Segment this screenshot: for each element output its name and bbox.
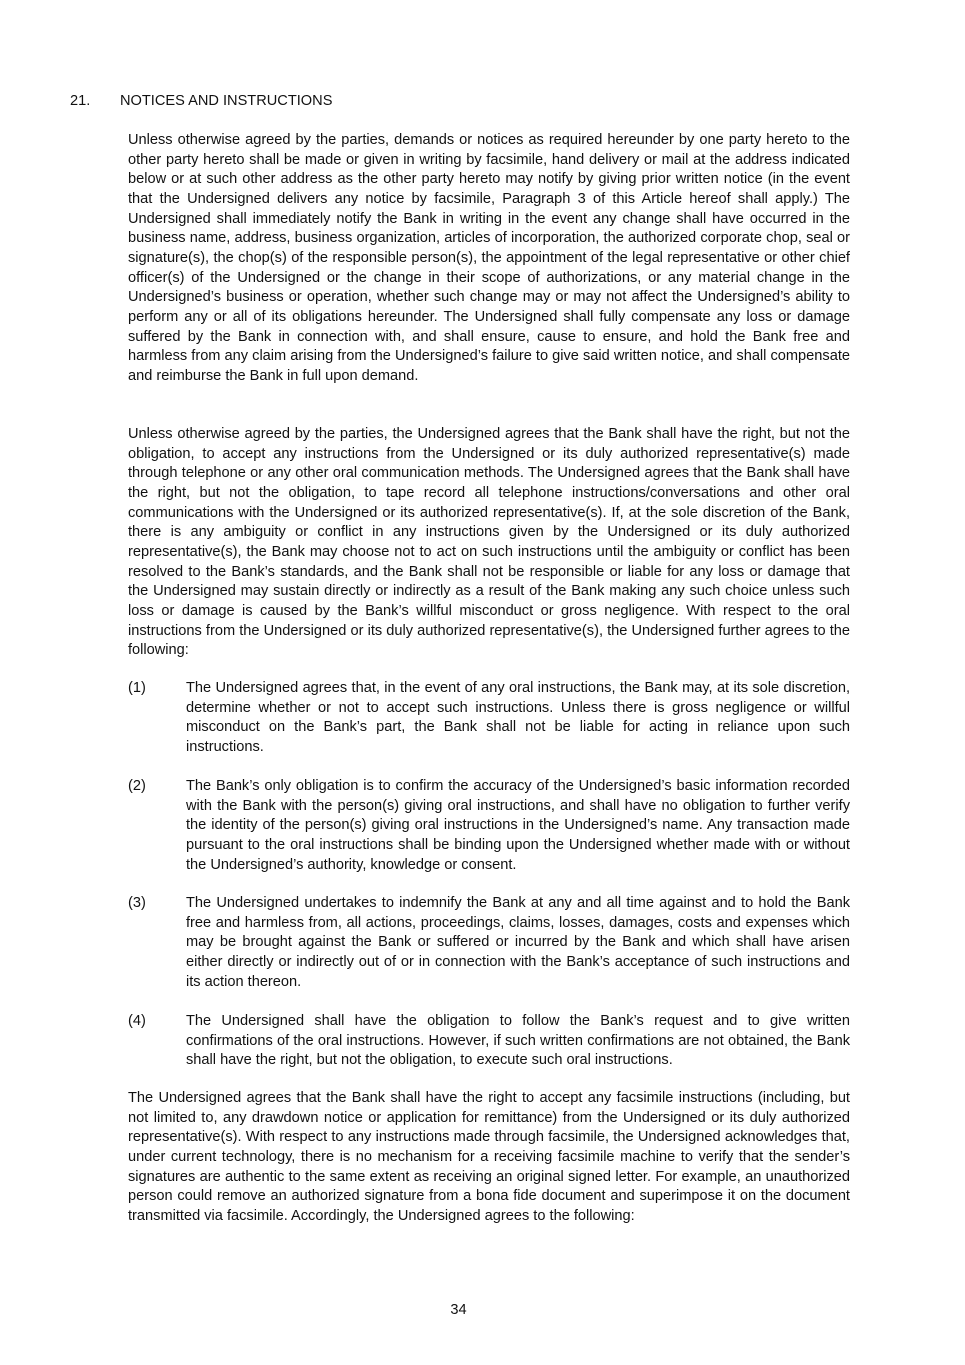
list-item-text: The Undersigned agrees that, in the event of any oral instructions, the Bank may, at its sole discretion, determine whether or not to accept such instructions. Unless there is gross negligence or willful misconduct on the Bank’s part, the Bank shall not be liable for acting in reliance upon such instructions. <box>186 680 850 755</box>
paragraph-oral-instructions: Unless otherwise agreed by the parties, the Undersigned agrees that the Bank shall have the right, but not the obligation, to accept any instructions from the Undersigned or its duly authorized representative(s) made through telephone or any other oral communication methods. The Undersigned agrees that the Bank shall have the right, but not the obligation, to tape record all telephone instructions/conversations and other oral communications with the Undersigned or its authorized representative(s). If, at the sole discretion of the Bank, there is any ambiguity or conflict in any instructions given by the Undersigned or its duly authorized representative(s), the Bank may choose not to act on such instructions until the ambiguity or conflict has been resolved to the Bank’s standards, and the Bank shall not be responsible or liable for any loss or damage that the Undersigned may sustain directly or indirectly as a result of the Bank making any such choice unless such loss or damage is caused by the Bank’s willful misconduct or gross negligence. With respect to the oral instructions from the Undersigned or its duly authorized representative(s), the Undersigned further agrees to the following: <box>128 426 850 659</box>
list-item-text: The Undersigned undertakes to indemnify the Bank at any and all time against and to hold the Bank free and harmless from, all actions, proceedings, claims, losses, damages, costs and expenses which may be brought against the Bank or suffered or incurred by the Bank and which shall have arisen either directly or indirectly out of or in connection with the Bank’s acceptance of such instructions and its action thereon. <box>186 895 850 990</box>
list-item-number: (3) <box>128 895 146 911</box>
page-number: 34 <box>450 1302 467 1318</box>
section-number: 21. <box>70 93 91 109</box>
section-title: NOTICES AND INSTRUCTIONS <box>120 93 333 109</box>
list-item-text: The Bank’s only obligation is to confirm the accuracy of the Undersigned’s basic information recorded with the Bank with the person(s) giving oral instructions, and shall have no obligation to further verify the identity of the person(s) giving oral instructions in the Undersigned’s name. Any transaction made pursuant to the oral instructions shall be binding upon the Undersigned whether made with or without the Undersigned’s authority, knowledge or consent. <box>186 778 850 873</box>
paragraph-facsimile-instructions: The Undersigned agrees that the Bank shall have the right to accept any facsimile instructions (including, but not limited to, any drawdown notice or application for remittance) from the Undersigned or its duly authorized representative(s). With respect to any instructions made through facsimile, the Undersigned acknowledges that, under current technology, there is no mechanism for a receiving facsimile machine to verify that the sender’s signatures are authentic to the same extent as receiving an original signed letter. For example, an unauthorized person could remove an authorized signature from a bona fide document and superimpose it on the document transmitted via facsimile. Accordingly, the Undersigned agrees to the following: <box>128 1090 850 1224</box>
list-item-number: (1) <box>128 680 146 696</box>
paragraph-notices: Unless otherwise agreed by the parties, demands or notices as required hereunder by one party hereto to the other party hereto shall be made or given in writing by facsimile, hand delivery or mail at the address indicated below or at such other address as the other party hereto may notify by giving prior written notice (in the event that the Undersigned delivers any notice by facsimile, Paragraph 3 of this Article hereof shall apply.) The Undersigned shall immediately notify the Bank in writing in the event any change shall have occurred in the business name, address, business organization, articles of incorporation, the authorized corporate chop, seal or signature(s), the chop(s) of the responsible person(s), the appointment of the legal representative or other chief officer(s) of the Undersigned or the change in their scope of authorizations, or any material change in the Undersigned’s business or operation, whether such change may or may not affect the Undersigned’s ability to perform any or all of its obligations hereunder. The Undersigned shall fully compensate any loss or damage suffered by the Bank in connection with, and shall ensure, cause to ensure, and hold the Bank free and harmless from any claim arising from the Undersigned’s failure to give said written notice, and shall compensate and reimburse the Bank in full upon demand. <box>128 132 850 384</box>
list-item-text: The Undersigned shall have the obligation to follow the Bank’s request and to give written confirmations of the oral instructions. However, if such written confirmations are not obtained, the Bank shall have the right, but not the obligation, to execute such oral instructions. <box>186 1013 850 1069</box>
section-heading <box>70 92 850 112</box>
list-item-number: (4) <box>128 1013 146 1029</box>
list-item-number: (2) <box>128 778 146 794</box>
